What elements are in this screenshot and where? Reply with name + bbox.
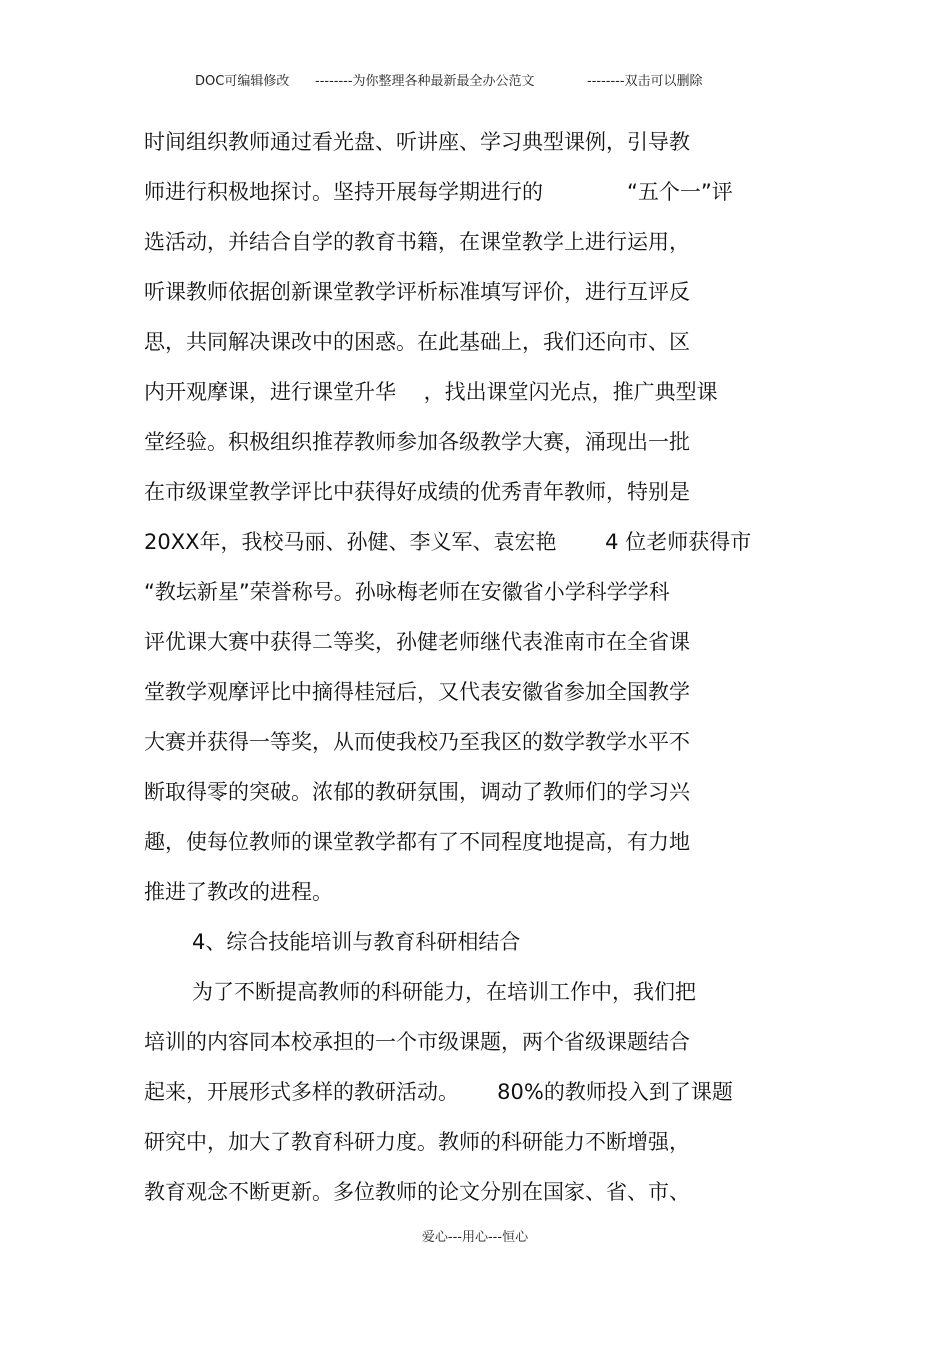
text-line: 20XX年，我校马丽、孙健、李义军、袁宏艳 4 位老师获得市 [144,530,752,554]
text-line: 思，共同解决课改中的困惑。在此基础上，我们还向市、区 [144,330,690,354]
text-line: 培训的内容同本校承担的一个市级课题，两个省级课题结合 [144,1030,690,1054]
page-footer: 爱心---用心---恒心 [421,1230,529,1245]
header-description: --------为你整理各种最新最全办公范文 [315,74,535,89]
text-line: 研究中，加大了教育科研力度。教师的科研能力不断增强， [144,1130,690,1154]
header-doc-label: DOC可编辑修改 [195,74,290,89]
text-line: 听课教师依据创新课堂教学评析标准填写评价，进行互评反 [144,280,690,304]
text-line: 推进了教改的进程。 [144,880,333,904]
text-line: 起来，开展形式多样的教研活动。 80%的教师投入到了课题 [144,1080,733,1104]
text-line: 大赛并获得一等奖，从而使我校乃至我区的数学教学水平不 [144,730,690,754]
text-line: 师进行积极地探讨。坚持开展每学期进行的 “五个一”评 [144,180,733,204]
text-line: 选活动，并结合自学的教育书籍，在课堂教学上进行运用， [144,230,690,254]
text-line: 评优课大赛中获得二等奖，孙健老师继代表淮南市在全省课 [144,630,690,654]
text-line: “教坛新星”荣誉称号。孙咏梅老师在安徽省小学科学学科 [144,580,670,604]
text-line: 断取得零的突破。浓郁的教研氛围，调动了教师们的学习兴 [144,780,690,804]
header-delete-hint: --------双击可以删除 [587,74,703,89]
text-line: 堂教学观摩评比中摘得桂冠后，又代表安徽省参加全国教学 [144,680,690,704]
text-line: 教育观念不断更新。多位教师的论文分别在国家、省、市、 [144,1180,690,1204]
text-line: 时间组织教师通过看光盘、听讲座、学习典型课例，引导教 [144,130,690,154]
text-line: 趣，使每位教师的课堂教学都有了不同程度地提高，有力地 [144,830,690,854]
text-line: 内开观摩课，进行课堂升华 ，找出课堂闪光点，推广典型课 [144,380,718,404]
text-line: 在市级课堂教学评比中获得好成绩的优秀青年教师，特别是 [144,480,690,504]
text-line: 为了不断提高教师的科研能力，在培训工作中，我们把 [192,980,696,1004]
text-line: 堂经验。积极组织推荐教师参加各级教学大赛，涌现出一批 [144,430,690,454]
section-heading: 4、综合技能培训与教育科研相结合 [192,930,521,954]
